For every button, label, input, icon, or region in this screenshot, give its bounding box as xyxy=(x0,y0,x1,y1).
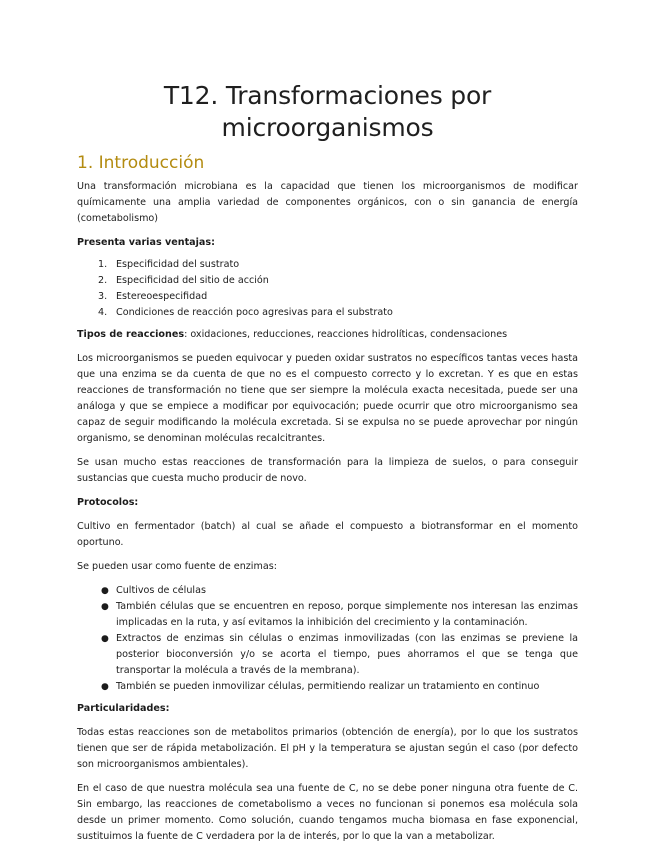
bullet-icon: ● xyxy=(101,634,109,644)
list-item-text: Especificidad del sitio de acción xyxy=(116,275,269,286)
list-item-text: Condiciones de reacción poco agresivas para el substrato xyxy=(116,307,393,318)
list-item xyxy=(77,631,578,679)
equivocar-paragraph: Los microorganismos se pueden equivocar y pueden oxidar sustratos no específicos tantas veces hasta que una enzima se da cuenta de que no es el compuesto correcto y lo excretan. Y es que en estas reacciones de transformación no tiene que ser siempre la molécula exacta necesitada, puede ser una análoga y que se empiece a modificar por equivocación; puede ocurrir que otro microorganismo sea capaz de seguir modificando la molécula excretada. Si se expulsa no se puede aprovechar por ningún organismo, se denominan moléculas recalcitrantes. xyxy=(77,353,578,444)
metabolitos-paragraph: Todas estas reacciones son de metabolitos primarios (obtención de energía), por lo que los sustratos tienen que ser de rápida metabolización. El pH y la temperatura se ajustan según el caso (por defecto son microorganismos ambientales). xyxy=(77,727,578,770)
intro-paragraph: Una transformación microbiana es la capacidad que tienen los microorganismos de modificar químicamente una amplia variedad de componentes orgánicos, con o sin ganancia de energía (cometabolismo) xyxy=(77,181,578,224)
list-item-text: También se pueden inmovilizar células, permitiendo realizar un tratamiento en continuo xyxy=(116,681,540,692)
list-item xyxy=(77,599,578,631)
limpieza-paragraph: Se usan mucho estas reacciones de transformación para la limpieza de suelos, o para conseguir sustancias que cuesta mucho producir de novo. xyxy=(77,457,578,484)
list-item-text: Extractos de enzimas sin células o enzimas inmovilizadas (con las enzimas se previene la posterior bioconversión y/o se acorta el tiempo, pues ahorramos el que se tenga que transportar la molécula a través de la membrana). xyxy=(116,633,578,676)
list-item xyxy=(77,679,578,695)
document-title: T12. Transformaciones por microorganismos xyxy=(163,81,492,142)
list-item-text: Cultivos de células xyxy=(116,585,206,596)
list-item xyxy=(77,305,578,321)
list-number: 3. xyxy=(98,291,108,302)
list-item xyxy=(77,583,578,599)
protocolos-heading: Protocolos: xyxy=(77,497,139,508)
tipos-paragraph xyxy=(77,327,578,343)
cultivo-paragraph: Cultivo en fermentador (batch) al cual se añade el compuesto a biotransformar en el momento oportuno. xyxy=(77,521,578,548)
tipos-text: : oxidaciones, reducciones, reacciones hidrolíticas, condensaciones xyxy=(184,329,508,340)
fuente-enzimas-paragraph: Se pueden usar como fuente de enzimas: xyxy=(77,561,277,572)
enzimas-bullet-list xyxy=(77,583,578,695)
tipos-label: Tipos de reacciones xyxy=(77,329,185,340)
ventajas-list xyxy=(77,257,578,321)
list-item xyxy=(77,273,578,289)
list-number: 4. xyxy=(98,307,108,318)
list-item-text: También células que se encuentren en reposo, porque simplemente nos interesan las enzimas implicadas en la ruta, y así evitamos la inhibición del crecimiento y la contaminación. xyxy=(116,601,578,628)
ventajas-heading: Presenta varias ventajas: xyxy=(77,237,215,248)
bullet-icon: ● xyxy=(101,602,109,612)
list-item xyxy=(77,289,578,305)
list-item-text: Estereoespecifidad xyxy=(116,291,208,302)
list-number: 2. xyxy=(98,275,108,286)
section-heading: 1. Introducción xyxy=(77,153,205,173)
bullet-icon: ● xyxy=(101,682,109,692)
list-item xyxy=(77,257,578,273)
particularidades-heading: Particularidades: xyxy=(77,703,170,714)
list-item-text: Especificidad del sustrato xyxy=(116,259,240,270)
bullet-icon: ● xyxy=(101,586,109,596)
fuente-c-paragraph: En el caso de que nuestra molécula sea una fuente de C, no se debe poner ninguna otra fuente de C. Sin embargo, las reacciones de cometabolismo a veces no funcionan si ponemos esa molécula sola desde un primer momento. Como solución, cuando tengamos mucha biomasa en fase exponencial, sustituimos la fuente de C verdadera por la de interés, por lo que la van a metabolizar. xyxy=(77,783,578,842)
list-number: 1. xyxy=(98,259,108,270)
